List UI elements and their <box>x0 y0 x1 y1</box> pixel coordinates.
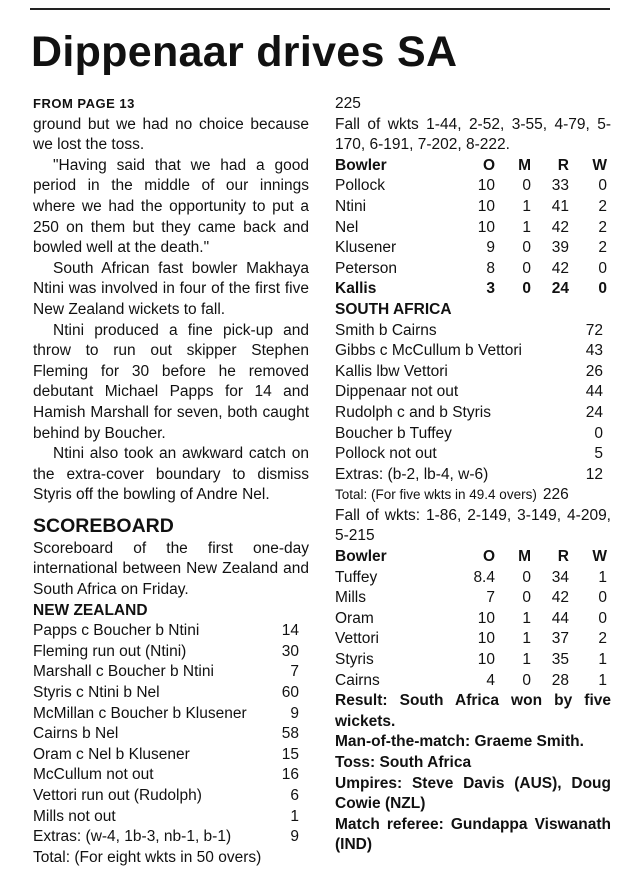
runs: 30 <box>281 642 299 660</box>
team-heading-sa: SOUTH AFRICA <box>335 300 452 318</box>
runs: 24 <box>551 280 569 298</box>
runs: 33 <box>551 177 569 195</box>
batsman: Marshall c Boucher b Ntini <box>33 663 214 681</box>
batsman: Fleming run out (Ntini) <box>33 642 187 660</box>
batsman: Dippenaar not out <box>335 383 459 401</box>
maidens-col: M <box>518 156 531 174</box>
batting-row <box>33 786 309 807</box>
wickets: 1 <box>598 651 607 669</box>
wickets: 1 <box>598 568 607 586</box>
bowling-row <box>335 609 611 630</box>
bowling-row <box>335 259 611 280</box>
bowler: Styris <box>335 651 374 669</box>
fall-of-wickets-sa: Fall of wkts: 1-86, 2-149, 3-149, 4-209, 5-215 <box>335 506 611 545</box>
batsman: Smith b Cairns <box>335 321 437 339</box>
runs: 28 <box>551 671 569 689</box>
umpires: Umpires: Steve Davis (AUS), Doug Cowie (NZL) <box>335 774 611 813</box>
batsman: Vettori run out (Rudolph) <box>33 787 202 804</box>
extras-label: Extras: (b-2, lb-4, w-6) <box>335 465 489 483</box>
total-label: Total: (For five wkts in 49.4 overs) <box>335 487 537 503</box>
scoreboard-heading: SCOREBOARD <box>33 514 174 537</box>
runs: 35 <box>551 651 569 669</box>
maidens: 1 <box>522 630 531 648</box>
runs: 16 <box>281 766 299 784</box>
runs: 44 <box>585 383 603 401</box>
maidens: 0 <box>522 239 531 257</box>
total-row <box>33 848 309 869</box>
bowler: Ntini <box>335 197 367 215</box>
bowler: Nel <box>335 218 359 236</box>
match-result: Result: South Africa won by five wickets. <box>335 692 611 730</box>
total-row <box>335 485 611 506</box>
bowling-row <box>335 629 611 650</box>
wickets: 1 <box>598 671 607 689</box>
runs: 24 <box>585 403 603 421</box>
wickets: 0 <box>598 177 607 195</box>
extras-runs: 9 <box>290 828 299 846</box>
bowler: Mills <box>335 589 366 607</box>
headline: Dippenaar drives SA <box>31 28 458 76</box>
maidens: 1 <box>522 218 531 236</box>
wickets: 0 <box>598 589 607 607</box>
bowling-row <box>335 671 611 692</box>
batsman: Cairns b Nel <box>33 725 119 743</box>
man-of-the-match: Man-of-the-match: Graeme Smith. <box>335 733 584 751</box>
nz-total: 225 <box>335 95 361 112</box>
runs: 60 <box>281 684 299 702</box>
runs-col: R <box>557 156 569 174</box>
extras-row <box>33 827 309 848</box>
story-paragraph: South African fast bowler Makhaya Ntini was involved in four of the first five New Zealand wickets to fall. <box>33 259 309 318</box>
runs: 42 <box>551 589 569 607</box>
runs: 58 <box>281 725 299 743</box>
runs-col: R <box>557 548 569 566</box>
runs: 41 <box>551 197 569 215</box>
bowler: Kallis <box>335 280 377 298</box>
bowler-col: Bowler <box>335 156 387 174</box>
runs: 9 <box>290 704 299 722</box>
maidens: 0 <box>522 280 531 298</box>
extras-label: Extras: (w-4, 1b-3, nb-1, b-1) <box>33 828 232 846</box>
top-rule <box>30 8 610 10</box>
batsman: McCullum not out <box>33 766 154 784</box>
overs: 4 <box>486 671 495 689</box>
batsman: Styris c Ntini b Nel <box>33 684 160 702</box>
runs: 42 <box>551 259 569 277</box>
overs: 10 <box>477 177 495 195</box>
story-paragraph: Ntini produced a fine pick-up and throw to run out skipper Stephen Fleming for 30 before he removed debutant Michael Papps for 14 and Hamish Marshall for seven, both caught behind by Boucher. <box>33 321 309 442</box>
bowler-col: Bowler <box>335 548 387 566</box>
batsman: Oram c Nel b Klusener <box>33 745 190 763</box>
runs: 1 <box>290 807 299 825</box>
total-label: Total: (For eight wkts in 50 overs) <box>33 848 262 866</box>
right-column <box>335 94 611 856</box>
runs: 14 <box>281 622 299 640</box>
overs: 10 <box>477 651 495 669</box>
batsman: Rudolph c and b Styris <box>335 403 491 421</box>
maidens: 0 <box>522 568 531 586</box>
extras-row <box>335 465 611 486</box>
maidens: 0 <box>522 671 531 689</box>
bowling-row <box>335 650 611 671</box>
maidens: 0 <box>522 259 531 277</box>
bowler: Tuffey <box>335 568 378 586</box>
overs: 3 <box>486 280 495 298</box>
batsman: Mills not out <box>33 807 116 825</box>
runs: 43 <box>585 342 603 360</box>
maidens: 1 <box>522 651 531 669</box>
batting-row <box>33 683 309 704</box>
bowling-row <box>335 279 611 300</box>
extras-runs: 12 <box>585 465 603 483</box>
runs: 39 <box>551 239 569 257</box>
kicker: FROM PAGE 13 <box>33 96 135 111</box>
toss: Toss: South Africa <box>335 754 472 771</box>
maidens-col: M <box>518 548 531 566</box>
maidens: 1 <box>522 197 531 215</box>
runs: 44 <box>551 609 569 627</box>
bowling-row <box>335 218 611 239</box>
maidens: 0 <box>522 177 531 195</box>
batting-row <box>335 341 611 362</box>
overs: 10 <box>477 218 495 236</box>
batting-row <box>33 765 309 786</box>
wickets: 2 <box>598 218 607 236</box>
overs: 10 <box>477 630 495 648</box>
runs: 5 <box>594 445 603 463</box>
bowling-header <box>335 156 611 177</box>
wickets-col: W <box>592 548 607 566</box>
batsman: Gibbs c McCullum b Vettori <box>335 342 522 360</box>
bowling-row <box>335 197 611 218</box>
wickets: 0 <box>598 259 607 277</box>
batsman: Pollock not out <box>335 445 437 463</box>
wickets: 0 <box>598 609 607 627</box>
bowler: Vettori <box>335 630 379 648</box>
batting-row <box>33 621 309 642</box>
bowler: Oram <box>335 609 374 627</box>
batting-row <box>335 321 611 342</box>
batting-row <box>335 362 611 383</box>
overs-col: O <box>482 156 495 174</box>
batsman: McMillan c Boucher b Klusener <box>33 704 247 722</box>
bowler: Klusener <box>335 239 397 257</box>
fall-of-wickets-nz: Fall of wkts 1-44, 2-52, 3-55, 4-79, 5-170, 6-191, 7-202, 8-222. <box>335 115 611 154</box>
overs-col: O <box>482 548 495 566</box>
match-referee: Match referee: Gundappa Viswanath (IND) <box>335 815 611 854</box>
bowling-row <box>335 588 611 609</box>
batting-row <box>335 403 611 424</box>
batting-row <box>33 724 309 745</box>
batsman: Boucher b Tuffey <box>335 424 452 442</box>
overs: 9 <box>486 239 495 257</box>
runs: 72 <box>585 321 603 339</box>
batting-row <box>33 704 309 725</box>
batting-row <box>335 424 611 445</box>
runs: 34 <box>551 568 569 586</box>
runs: 6 <box>290 787 299 804</box>
overs: 10 <box>477 609 495 627</box>
batsman: Kallis lbw Vettori <box>335 362 448 380</box>
left-column <box>33 94 309 868</box>
bowler: Pollock <box>335 177 385 195</box>
overs: 8.4 <box>473 568 495 586</box>
batting-row <box>33 662 309 683</box>
bowling-row <box>335 176 611 197</box>
overs: 10 <box>477 197 495 215</box>
bowling-header <box>335 547 611 568</box>
batting-row <box>335 444 611 465</box>
runs: 42 <box>551 218 569 236</box>
batting-row <box>33 642 309 663</box>
batting-row <box>33 807 309 828</box>
total-value: 226 <box>542 486 569 504</box>
wickets: 2 <box>598 197 607 215</box>
runs: 0 <box>594 424 603 442</box>
maidens: 1 <box>522 609 531 627</box>
wickets: 2 <box>598 630 607 648</box>
runs: 26 <box>585 362 603 380</box>
bowling-row <box>335 568 611 589</box>
scoreboard-intro: Scoreboard of the first one-day international between New Zealand and South Africa on Friday. <box>33 539 309 599</box>
story-paragraph: "Having said that we had a good period in the middle of our innings where we had the opportunity to put a 250 on them but they came back and bowled well at the death." <box>33 156 309 257</box>
overs: 7 <box>486 589 495 607</box>
wickets: 0 <box>598 280 607 298</box>
batting-row <box>335 382 611 403</box>
bowler: Cairns <box>335 671 380 689</box>
wickets: 2 <box>598 239 607 257</box>
batsman: Papps c Boucher b Ntini <box>33 622 200 640</box>
story-paragraph: Ntini also took an awkward catch on the extra-cover boundary to dismiss Styris off the bowling of Andre Nel. <box>33 445 309 504</box>
runs: 15 <box>281 745 299 763</box>
story-paragraph: ground but we had no choice because we lost the toss. <box>33 115 309 154</box>
team-heading-nz: NEW ZEALAND <box>33 601 148 619</box>
bowler: Peterson <box>335 259 398 277</box>
runs: 37 <box>551 630 569 648</box>
runs: 7 <box>290 663 299 681</box>
overs: 8 <box>486 259 495 277</box>
wickets-col: W <box>592 156 607 174</box>
bowling-row <box>335 238 611 259</box>
batting-row <box>33 745 309 766</box>
maidens: 0 <box>522 589 531 607</box>
